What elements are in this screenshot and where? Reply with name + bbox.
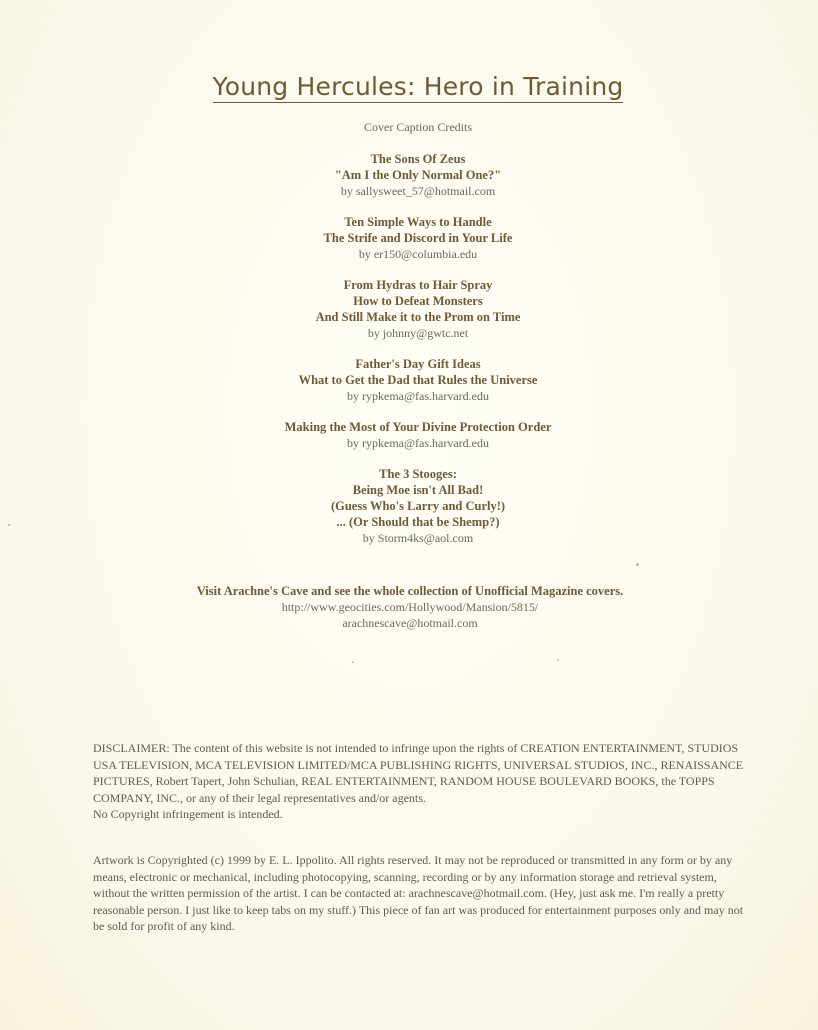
scan-speck — [8, 524, 10, 526]
caption-line: The Strife and Discord in Your Life — [323, 231, 513, 245]
disclaimer-text: DISCLAIMER: The content of this website is not intended to infringe upon the rights of CREATION ENTERTAINMENT, STUDIOS USA TELEVISION, MCA TELEVISION LIMITED/MCA PUBLISHING RIGHTS, UNIVERSAL STUDIOS, INC., RENAISSANCE PICTURES, Robert Tapert, John Schulian, REAL ENTERTAINMENT, RANDOM HOUSE BOULEVARD BOOKS, the TOPPS COMPANY, INC., or any of their legal representatives and/or agents. — [93, 741, 744, 805]
credit-author: by sallysweet_57@hotmail.com — [340, 184, 496, 198]
visit-email: arachnescave@hotmail.com — [342, 616, 478, 630]
caption-line: The 3 Stooges: — [379, 467, 457, 481]
caption-line: (Guess Who's Larry and Curly!) — [330, 499, 506, 513]
scan-speck — [352, 661, 354, 663]
artwork-copyright: Artwork is Copyrighted (c) 1999 by E. L. Ippolito. All rights reserved. It may not be reproduced or transmitted in any form or by any means, electronic or mechanical, including photocopying, scanning, recording or by any information storage and retrieval system, without the written permission of the artist. I can be contacted at: arachnescave@hotmail.com. (Hey, just ask me. I'm really a pretty reasonable person. I just like to keep tabs on my stuff.) This piece of fan art was produced for entertainment purposes only and may not be sold for profit of any kind. — [93, 853, 744, 933]
credit-entry — [0, 214, 818, 262]
disclaimer-note: No Copyright infringement is intended. — [93, 807, 283, 821]
visit-heading: Visit Arachne's Cave and see the whole collection of Unofficial Magazine covers. — [196, 584, 624, 598]
credit-entry — [0, 151, 818, 199]
credits-list — [0, 151, 818, 561]
disclaimer-block — [93, 740, 745, 823]
page-title — [0, 72, 818, 101]
credit-author: by rypkema@fas.harvard.edu — [347, 436, 489, 450]
caption-line: Making the Most of Your Divine Protection Order — [284, 420, 552, 434]
credit-entry — [0, 277, 818, 341]
visit-url: http://www.geocities.com/Hollywood/Mansion/5815/ — [281, 600, 539, 614]
caption-line: ... (Or Should that be Shemp?) — [336, 515, 500, 529]
caption-line: The Sons Of Zeus — [370, 152, 466, 166]
caption-line: Ten Simple Ways to Handle — [344, 215, 492, 229]
caption-line: "Am I the Only Normal One?" — [334, 168, 502, 182]
scan-speck — [557, 659, 559, 661]
credit-author: by er150@columbia.edu — [358, 247, 478, 261]
credit-author: by Storm4ks@aol.com — [362, 531, 474, 545]
visit-section — [0, 583, 818, 631]
caption-line: Being Moe isn't All Bad! — [352, 483, 484, 497]
caption-line: And Still Make it to the Prom on Time — [315, 310, 521, 324]
credit-entry — [0, 356, 818, 404]
caption-line: From Hydras to Hair Spray — [343, 278, 493, 292]
caption-line: What to Get the Dad that Rules the Universe — [298, 373, 538, 387]
caption-line: How to Defeat Monsters — [353, 294, 483, 308]
caption-line: Father's Day Gift Ideas — [355, 357, 481, 371]
credit-entry — [0, 419, 818, 451]
page-subtitle: Cover Caption Credits — [364, 120, 472, 134]
page-title-text: Young Hercules: Hero in Training — [212, 72, 624, 101]
credit-entry — [0, 466, 818, 546]
credit-author: by rypkema@fas.harvard.edu — [347, 389, 489, 403]
credit-author: by johnny@gwtc.net — [367, 326, 469, 340]
scan-speck — [636, 563, 639, 566]
